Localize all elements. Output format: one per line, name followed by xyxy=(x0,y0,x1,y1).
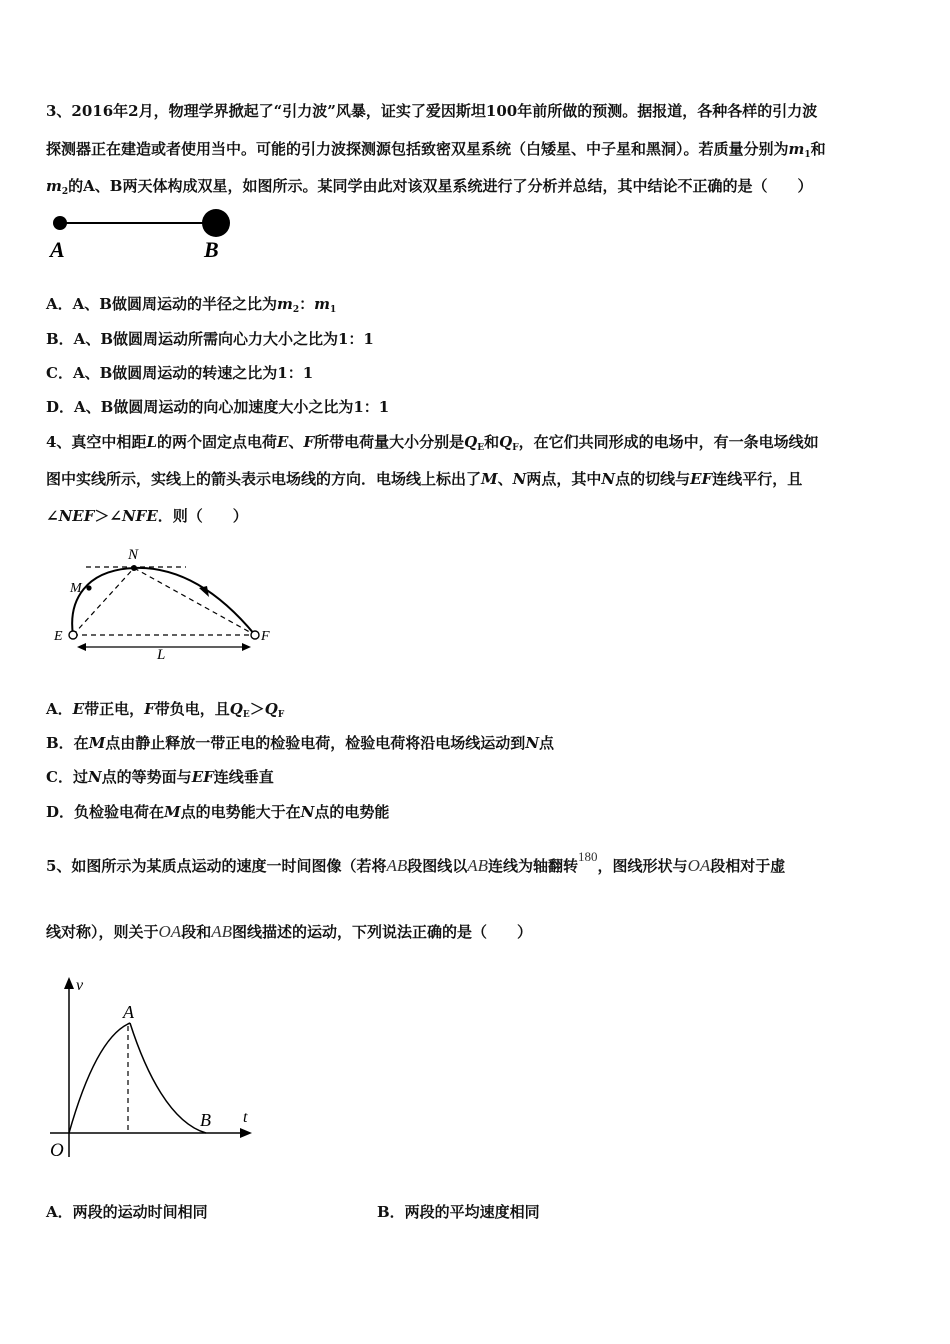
var: Q xyxy=(264,700,278,718)
text: A．A、B做圆周运动的半径之比为 xyxy=(46,295,277,313)
var: M xyxy=(164,803,181,821)
text: 连线为轴翻转 xyxy=(488,857,579,875)
subscript: F xyxy=(277,710,285,720)
text: 和 xyxy=(810,140,826,158)
q5-stem-line-1 xyxy=(46,847,906,876)
angle: ∠NEF xyxy=(46,507,95,525)
label-a: A xyxy=(50,237,65,262)
text: 的A、B两天体构成双星，如图所示。某同学由此对该双星系统进行了分析并总结，其中结论不正确的是（ ） xyxy=(68,177,813,195)
text: 段图线以 xyxy=(407,857,468,875)
label-n: N xyxy=(128,547,139,563)
var: E xyxy=(277,433,289,451)
q3-binary-star-figure xyxy=(46,203,246,265)
text: ： xyxy=(299,295,315,313)
arrow-left-icon xyxy=(77,643,86,651)
text: 所带电荷量大小分别是 xyxy=(314,433,465,451)
text: 3、2016年2月，物理学界掀起了“引力波”风暴，证实了爱因斯坦100年前所做的预测。据报道，各种各样的引力波 xyxy=(46,102,818,120)
text: 、 xyxy=(497,470,513,488)
var: M xyxy=(88,734,106,752)
q4-stem-line-3 xyxy=(46,506,906,526)
q3-option-b: B．A、B做圆周运动所需向心力大小之比为1：1 xyxy=(46,330,374,348)
text: 带正电， xyxy=(84,700,145,718)
q4-stem-line-2 xyxy=(46,469,906,489)
text: 点由静止释放一带正电的检验电荷，检验电荷将沿电场线运动到 xyxy=(105,734,526,752)
subscript: 1 xyxy=(804,150,811,160)
q3-option-c: C．A、B做圆周运动的转速之比为1：1 xyxy=(46,364,314,382)
label-f: F xyxy=(261,629,270,644)
var: L xyxy=(146,433,157,451)
text: B．在 xyxy=(46,734,89,752)
text: 点的切线与 xyxy=(615,470,691,488)
curve-oa xyxy=(69,1023,130,1133)
text: 和 xyxy=(484,433,500,451)
text: 点 xyxy=(539,734,555,752)
math-oa: OA xyxy=(158,922,182,941)
text: 、 xyxy=(288,433,304,451)
label-b: B xyxy=(204,237,219,262)
math-ab: AB xyxy=(467,856,489,875)
var: E xyxy=(72,700,85,718)
q3-stem-line-2 xyxy=(46,139,906,165)
math-ab: AB xyxy=(386,856,408,875)
label-a: A xyxy=(123,1002,134,1022)
label-o: O xyxy=(50,1140,64,1161)
text: 5、如图所示为某质点运动的速度一时间图像（若将 xyxy=(46,857,387,875)
label-m: M xyxy=(70,581,82,596)
q4-stem-line-1 xyxy=(46,432,906,458)
text: 图中实线所示，实线上的箭头表示电场线的方向．电场线上标出了 xyxy=(46,470,482,488)
q3-stem-line-1 xyxy=(46,101,906,121)
var: Q xyxy=(229,700,243,718)
degree-value: 180 xyxy=(578,849,598,864)
label-l: L xyxy=(157,647,166,663)
text: 两点，其中 xyxy=(526,470,602,488)
label-b: B xyxy=(200,1110,211,1130)
var: Q xyxy=(464,433,478,451)
q5-option-b: B．两段的平均速度相同 xyxy=(377,1203,540,1221)
subscript: 2 xyxy=(292,305,300,315)
var-m: m xyxy=(788,140,805,158)
var: N xyxy=(525,734,540,752)
text: 线对称），则关于 xyxy=(46,923,159,941)
v-axis-arrow-icon xyxy=(64,977,74,989)
q5-stem-line-2 xyxy=(46,922,906,942)
point-m xyxy=(86,585,91,590)
subscript: 2 xyxy=(61,187,69,197)
star-b xyxy=(202,209,230,237)
text: ＞ xyxy=(94,507,110,525)
text: C．过 xyxy=(46,768,88,786)
var: N xyxy=(300,803,315,821)
var: F xyxy=(144,700,155,718)
var: N xyxy=(512,470,527,488)
q3-stem-line-3 xyxy=(46,176,906,202)
var-m: m xyxy=(276,295,293,313)
point-n xyxy=(131,565,137,571)
text: ，图线形状与 xyxy=(597,857,688,875)
text: 点的电势能 xyxy=(314,803,390,821)
field-line xyxy=(72,568,255,635)
text: 段相对于虚 xyxy=(710,857,786,875)
q4-option-c xyxy=(46,767,906,787)
var: N xyxy=(601,470,616,488)
var: F xyxy=(303,433,315,451)
text: 4、真空中相距 xyxy=(46,433,147,451)
text: ＞ xyxy=(249,700,265,718)
subscript: 1 xyxy=(330,305,337,315)
q3-option-d: D．A、B做圆周运动的向心加速度大小之比为1：1 xyxy=(46,398,390,416)
charge-e xyxy=(69,631,77,639)
q4-field-line-figure xyxy=(46,540,286,665)
q5-vt-graph xyxy=(46,973,261,1163)
var: N xyxy=(87,768,102,786)
label-e: E xyxy=(54,629,63,644)
var: Q xyxy=(499,433,513,451)
q3-option-a xyxy=(46,294,906,320)
text: ，在它们共同形成的电场中，有一条电场线如 xyxy=(518,433,819,451)
subscript: F xyxy=(512,443,519,453)
text: 段和 xyxy=(181,923,212,941)
var: EF xyxy=(191,768,214,786)
curve-ab xyxy=(130,1023,206,1133)
math-ab: AB xyxy=(211,922,232,941)
dashed-nf xyxy=(134,568,255,635)
t-axis-arrow-icon xyxy=(240,1128,252,1138)
text: 图线描述的运动，下列说法正确的是（ ） xyxy=(231,923,532,941)
subscript: E xyxy=(242,710,250,720)
q4-option-b xyxy=(46,733,906,753)
text: 连线垂直 xyxy=(213,768,274,786)
dashed-en xyxy=(73,568,134,635)
label-t: t xyxy=(243,1109,248,1126)
label-v: v xyxy=(76,977,84,994)
text: 点的电势能大于在 xyxy=(180,803,301,821)
var-m: m xyxy=(314,295,330,313)
text: A． xyxy=(46,700,73,718)
star-a xyxy=(53,216,67,230)
q5-option-a: A．两段的运动时间相同 xyxy=(46,1203,208,1221)
text: 点的等势面与 xyxy=(101,768,192,786)
var: M xyxy=(481,470,498,488)
q4-option-a xyxy=(46,699,906,725)
text: D．负检验电荷在 xyxy=(46,803,165,821)
arrow-icon xyxy=(199,586,209,597)
text: 探测器正在建造或者使用当中。可能的引力波探测源包括致密双星系统（白矮星、中子星和黑洞）。若质量分别为 xyxy=(46,140,789,158)
arrow-right-icon xyxy=(242,643,251,651)
charge-f xyxy=(251,631,259,639)
angle: ∠NFE xyxy=(109,507,158,525)
text: 的两个固定点电荷 xyxy=(157,433,278,451)
var-m: m xyxy=(46,177,62,195)
var: EF xyxy=(690,470,713,488)
q4-option-d xyxy=(46,802,906,822)
text: 连线平行，且 xyxy=(712,470,803,488)
subscript: E xyxy=(477,443,485,453)
text: 带负电，且 xyxy=(154,700,230,718)
math-oa: OA xyxy=(687,856,711,875)
text: ．则（ ） xyxy=(157,507,248,525)
